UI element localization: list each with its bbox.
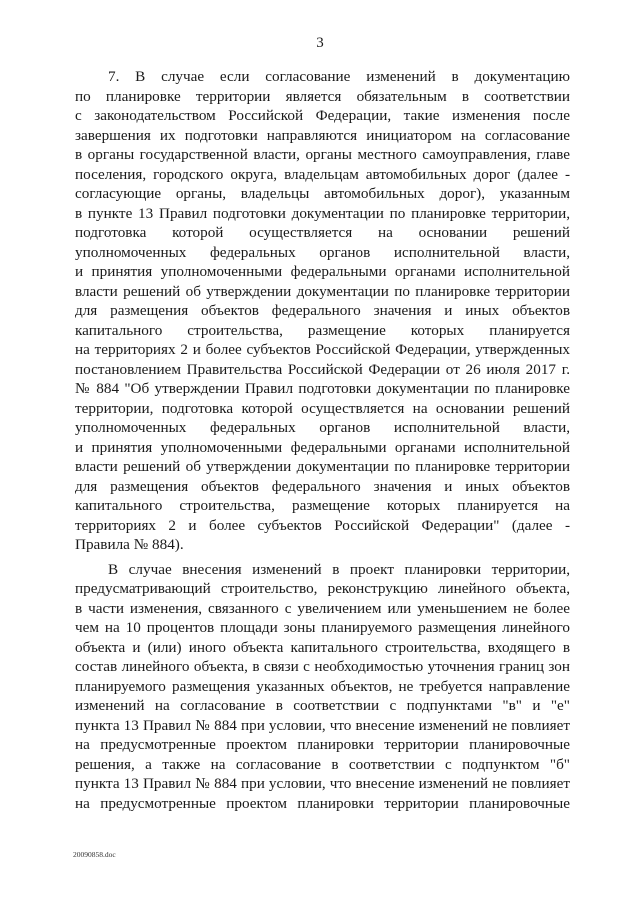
paragraph-line: № 884 "Об утверждении Правил подготовки документации по планировке [75,380,570,397]
paragraph-line: на предусмотренные проектом планировки территории планировочные [75,794,570,812]
paragraph-line: в пункте 13 Правил подготовки документации по планировке территории, [75,204,570,222]
paragraph-line: на территориях 2 и более субъектов Российской Федерации, утвержденных [75,341,570,358]
paragraph-7 [75,67,570,555]
paragraph-line: и принятия уполномоченными федеральными органами исполнительной [75,438,570,456]
paragraph-line: Правила № 884). [75,536,184,553]
paragraph-line: в части изменения, связанного с увеличением или уменьшением не более [75,599,570,617]
paragraph-line: с законодательством Российской Федерации, такие изменения после [75,107,570,124]
paragraph-line: территории, подготовка которой осуществляется на основании решений [75,399,570,417]
paragraph-line: решения, а также на согласование в соответствии с подпунктом "б" [75,755,570,773]
paragraph-line: капитального строительства, размещение которых планируется на [75,497,570,514]
paragraph-line: уполномоченных федеральных органов исполнительной власти, [75,243,570,261]
footer-filename: 20090858.doc [73,850,116,859]
paragraph-line: завершения их подготовки направляются инициатором на согласование [75,126,570,144]
page-number: 3 [316,35,324,51]
paragraph-line: на предусмотренные проектом планировки территории планировочные [75,736,570,753]
paragraph-line: капитального строительства, размещение которых планируется [75,321,570,339]
paragraph-line: объекта и (или) иного объекта капитального строительства, входящего в [75,638,570,656]
paragraph-line: территориях 2 и более субъектов Российской Федерации" (далее - [75,516,570,534]
paragraph-linear-object [75,560,570,814]
paragraph-line: в органы государственной власти, органы местного самоуправления, главе [75,146,570,163]
paragraph-line: и принятия уполномоченными федеральными органами исполнительной [75,263,570,280]
paragraph-line: чем на 10 процентов площади зоны планируемого размещения линейного [75,619,570,636]
paragraph-line: по планировке территории является обязательным в соответствии [75,87,570,105]
paragraph-line: В случае внесения изменений в проект планировки территории, [108,560,570,578]
paragraph-line: пункта 13 Правил № 884 при условии, что внесение изменений не повлияет [75,716,570,734]
paragraph-line: согласующие органы, владельцы автомобильных дорог), указанным [75,185,570,202]
paragraph-line: поселения, городского округа, владельцам автомобильных дорог (далее - [75,165,570,183]
paragraph-line: уполномоченных федеральных органов исполнительной власти, [75,419,570,436]
paragraph-line: власти решений об утверждении документации по планировке территории [75,282,570,300]
paragraph-line: для размещения объектов федерального значения и иных объектов [75,477,570,495]
body-text [75,67,570,813]
paragraph-line: предусматривающий строительство, реконструкцию линейного объекта, [75,580,570,597]
paragraph-line: пункта 13 Правил № 884 при условии, что внесение изменений не повлияет [75,775,570,792]
paragraph-line: изменений на согласование в соответствии с подпунктами "в" и "е" [75,697,570,714]
paragraph-line: власти решений об утверждении документации по планировке территории [75,458,570,475]
paragraph-line: 7. В случае если согласование изменений в документацию [108,68,570,85]
paragraph-line: подготовка которой осуществляется на основании решений [75,224,570,241]
paragraph-line: состав линейного объекта, в связи с необходимостью уточнения границ зон [75,658,570,675]
paragraph-line: постановлением Правительства Российской Федерации от 26 июля 2017 г. [75,360,570,378]
paragraph-line: планируемого размещения указанных объектов, не требуется направление [75,677,570,695]
paragraph-line: для размещения объектов федерального значения и иных объектов [75,302,570,319]
